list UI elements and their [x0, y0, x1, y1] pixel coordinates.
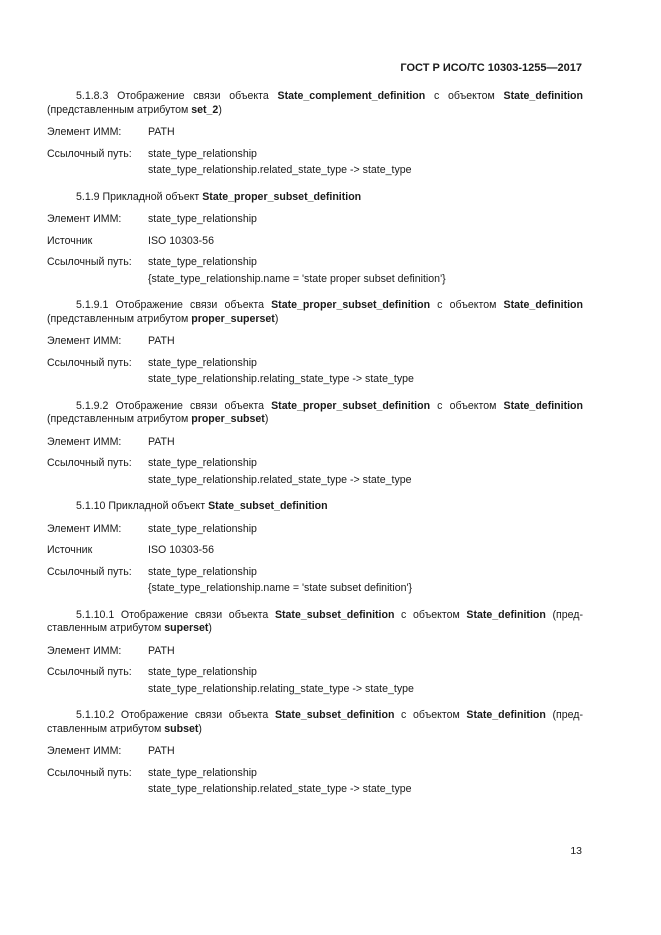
- heading-text: (представленным атрибутом: [47, 103, 192, 116]
- ref-path-row: [47, 355, 583, 388]
- attribute-name: subset: [164, 722, 199, 735]
- ref-path-line: state_type_relationship: [148, 356, 257, 369]
- object-section: [47, 191, 583, 288]
- heading-text: 5.1.9.1 Отображение связи объекта: [76, 299, 272, 311]
- heading-text: (представленным атрибутом: [47, 312, 192, 325]
- mapping-section: [47, 709, 583, 798]
- imm-row: [47, 643, 583, 660]
- target-entity-name: State_definition: [466, 709, 546, 721]
- attribute-name: proper_subset: [191, 413, 265, 425]
- imm-row: [47, 211, 583, 228]
- ref-path-line: state_type_relationship: [148, 457, 257, 469]
- ref-path-line: {state_type_relationship.name = 'state subset definition'}: [148, 582, 413, 594]
- ref-path-line: {state_type_relationship.name = 'state proper subset definition'}: [148, 272, 446, 285]
- imm-label: Элемент ИММ:: [47, 745, 122, 757]
- source-label: Источник: [47, 544, 93, 556]
- section-heading: [47, 299, 583, 326]
- mapping-section: [47, 609, 583, 698]
- ref-path-row: [47, 254, 583, 287]
- ref-path-label: Ссылочный путь:: [47, 147, 132, 160]
- entity-name: State_subset_definition: [208, 500, 328, 512]
- entity-name: State_subset_definition: [274, 608, 395, 621]
- ref-path-row: [47, 146, 583, 179]
- imm-value: state_type_relationship: [148, 522, 257, 535]
- heading-text: с объектом: [430, 299, 504, 311]
- ref-path-line: state_type_relationship.related_state_type -> state_type: [148, 783, 412, 795]
- ref-path-line: state_type_relationship.related_state_type -> state_type: [148, 164, 412, 176]
- heading-text: (представленным атрибутом: [47, 413, 192, 425]
- ref-path-line: state_type_relationship: [148, 766, 257, 779]
- ref-path-line: state_type_relationship: [148, 147, 257, 160]
- ref-path-label: Ссылочный путь:: [47, 666, 132, 678]
- ref-path-line: state_type_relationship: [148, 666, 257, 678]
- target-entity-name: State_definition: [503, 299, 583, 311]
- mapping-section: [47, 299, 583, 388]
- ref-path-row: [47, 455, 583, 488]
- ref-path-row: [47, 664, 583, 697]
- heading-text: ): [218, 103, 222, 116]
- section-heading: [47, 191, 583, 205]
- section-heading: [47, 709, 583, 736]
- heading-text: 5.1.8.3 Отображение связи объекта: [76, 90, 278, 102]
- entity-name: State_proper_subset_definition: [271, 399, 431, 412]
- target-entity-name: State_definition: [466, 608, 546, 621]
- source-value: ISO 10303-56: [148, 544, 214, 556]
- imm-value: PATH: [148, 644, 175, 657]
- entity-name: State_proper_subset_definition: [202, 190, 362, 203]
- ref-path-label: Ссылочный путь:: [47, 565, 132, 578]
- source-label: Источник: [47, 234, 93, 247]
- heading-text: с объектом: [394, 709, 467, 721]
- imm-label: Элемент ИММ:: [47, 522, 122, 535]
- imm-label: Элемент ИММ:: [47, 644, 122, 657]
- source-row: [47, 542, 583, 559]
- ref-path-label: Ссылочный путь:: [47, 766, 132, 779]
- ref-path-row: [47, 765, 583, 798]
- heading-text: ): [198, 722, 202, 735]
- heading-text: с объектом: [430, 399, 504, 412]
- section-heading: [47, 400, 583, 427]
- attribute-name: proper_superset: [191, 312, 275, 325]
- ref-path-line: state_type_relationship: [148, 565, 257, 578]
- mapping-section: [47, 90, 583, 179]
- heading-text: 5.1.10.2 Отображение связи объекта: [76, 709, 275, 721]
- source-value: ISO 10303-56: [148, 234, 214, 247]
- heading-text: 5.1.10 Прикладной объект: [76, 500, 209, 512]
- document-body: [47, 90, 583, 810]
- document-header: ГОСТ Р ИСО/ТС 10303-1255—2017: [400, 62, 582, 74]
- entity-name: State_subset_definition: [274, 709, 395, 721]
- entity-name: State_complement_definition: [277, 90, 426, 102]
- imm-row: [47, 521, 583, 538]
- ref-path-line: state_type_relationship.relating_state_type -> state_type: [148, 682, 414, 695]
- imm-value: PATH: [148, 335, 175, 347]
- mapping-section: [47, 400, 583, 489]
- imm-label: Элемент ИММ:: [47, 213, 122, 225]
- heading-text: ): [274, 312, 279, 325]
- ref-path-line: state_type_relationship.relating_state_type -> state_type: [148, 373, 414, 385]
- heading-text: с объектом: [425, 90, 504, 102]
- section-heading: [47, 90, 583, 117]
- attribute-name: set_2: [191, 103, 219, 116]
- ref-path-label: Ссылочный путь:: [47, 457, 132, 469]
- page-number: 13: [570, 845, 582, 857]
- imm-label: Элемент ИММ:: [47, 335, 122, 347]
- heading-text: 5.1.9.2 Отображение связи объекта: [76, 399, 272, 412]
- imm-value: PATH: [148, 745, 175, 757]
- entity-name: State_proper_subset_definition: [271, 299, 431, 311]
- ref-path-label: Ссылочный путь:: [47, 256, 132, 268]
- imm-row: [47, 434, 583, 451]
- ref-path-row: [47, 564, 583, 597]
- ref-path-label: Ссылочный путь:: [47, 356, 132, 369]
- section-heading: [47, 609, 583, 636]
- attribute-name: superset: [164, 622, 209, 634]
- heading-text: с объектом: [394, 608, 467, 621]
- imm-row: [47, 743, 583, 760]
- imm-label: Элемент ИММ:: [47, 435, 122, 448]
- heading-text: ): [208, 622, 212, 634]
- source-row: [47, 233, 583, 250]
- imm-value: PATH: [148, 126, 175, 138]
- imm-row: [47, 333, 583, 350]
- target-entity-name: State_definition: [503, 90, 583, 102]
- imm-value: PATH: [148, 435, 175, 448]
- ref-path-line: state_type_relationship.related_state_type -> state_type: [148, 473, 412, 486]
- ref-path-line: state_type_relationship: [148, 256, 257, 268]
- section-heading: [47, 500, 583, 514]
- imm-row: [47, 124, 583, 141]
- heading-text: 5.1.9 Прикладной объект: [76, 190, 203, 203]
- heading-text: ): [264, 413, 269, 425]
- imm-label: Элемент ИММ:: [47, 126, 122, 138]
- heading-text: (представленным атрибутом: [47, 709, 583, 735]
- target-entity-name: State_definition: [503, 399, 583, 412]
- heading-text: (представленным атрибутом: [47, 608, 583, 634]
- heading-text: 5.1.10.1 Отображение связи объекта: [76, 608, 275, 621]
- object-section: [47, 500, 583, 597]
- imm-value: state_type_relationship: [148, 213, 257, 225]
